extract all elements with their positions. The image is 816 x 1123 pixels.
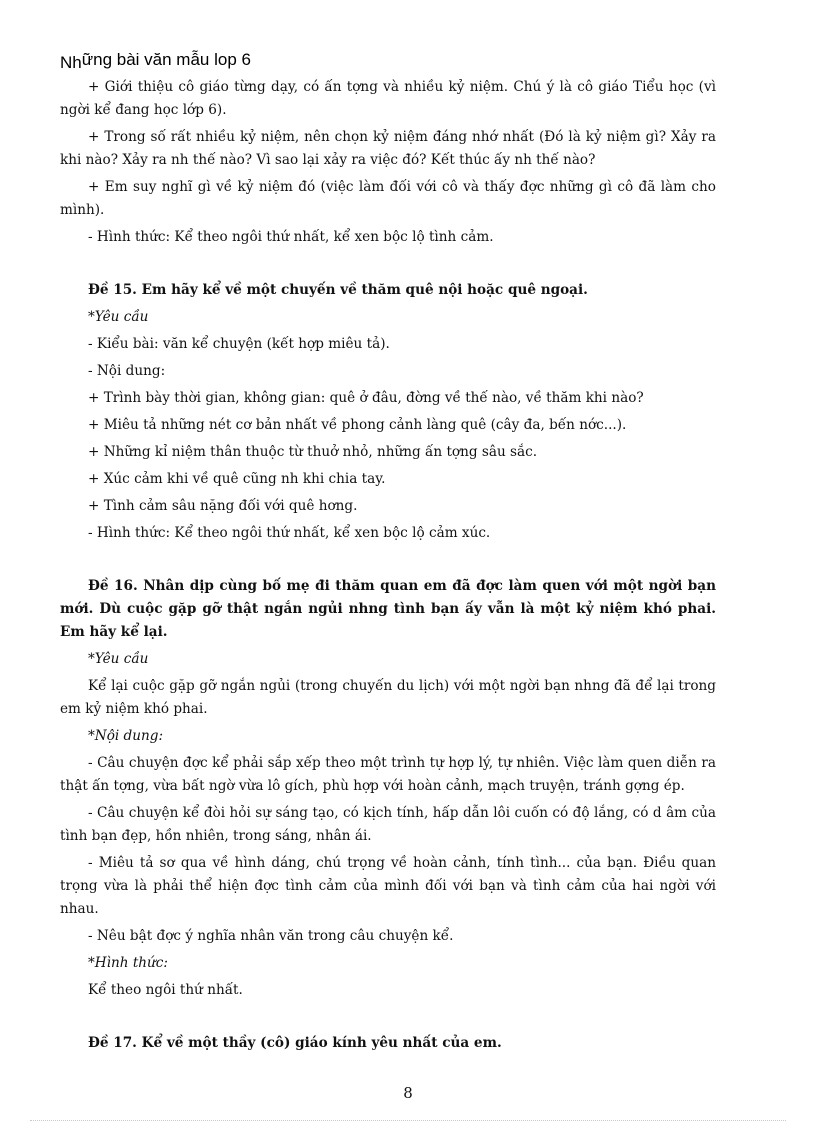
footer-divider — [30, 1120, 786, 1121]
paragraph: - Kiểu bài: văn kể chuyện (kết hợp miêu tả). — [88, 336, 390, 352]
page-number: 8 — [403, 1084, 413, 1102]
paragraph: + Giới thiệu cô giáo từng dạy, có ấn tợng và nhiều kỷ niệm. Chú ý là cô giáo Tiểu học (vì ngời kể đang học lớp 6). — [60, 79, 716, 118]
paragraph: + Miêu tả những nét cơ bản nhất về phong cảnh làng quê (cây đa, bến nớc...). — [88, 417, 627, 433]
page-header — [60, 50, 251, 70]
paragraph: - Nội dung: — [88, 363, 166, 379]
paragraph: - Miêu tả sơ qua về hình dáng, chú trọng về hoàn cảnh, tính tình... của bạn. Điều quan trọng vừa là phải thể hiện đợc tình cảm của mình đối với bạn và tình cảm của hai ngời với nhau. — [60, 855, 716, 917]
document-body — [60, 76, 716, 1059]
section-title: Đề 17. Kể về một thầy (cô) giáo kính yêu nhất của em. — [88, 1035, 502, 1051]
paragraph: - Câu chuyện kể đòi hỏi sự sáng tạo, có kịch tính, hấp dẫn lôi cuốn có độ lắng, có d âm của tình bạn đẹp, hồn nhiên, trong sáng, nhân ái. — [60, 805, 716, 844]
section-gap — [60, 549, 716, 575]
paragraph: - Hình thức: Kể theo ngôi thứ nhất, kể xen bộc lộ tình cảm. — [88, 229, 494, 245]
subheading: *Yêu cầu — [88, 651, 149, 667]
paragraph: + Em suy nghĩ gì về kỷ niệm đó (việc làm đối với cô và thấy đợc những gì cô đã làm cho mình). — [60, 179, 716, 218]
paragraph: - Nêu bật đợc ý nghĩa nhân văn trong câu chuyện kể. — [88, 928, 454, 944]
paragraph: + Trong số rất nhiều kỷ niệm, nên chọn kỷ niệm đáng nhớ nhất (Đó là kỷ niệm gì? Xảy ra khi nào? Xảy ra nh thế nào? Vì sao lại xảy ra việc đó? Kết thúc ấy nh thế nào? — [60, 129, 716, 168]
header-prefix: Nh — [60, 53, 82, 72]
subheading: *Hình thức: — [88, 955, 168, 971]
paragraph: Kể lại cuộc gặp gỡ ngắn ngủi (trong chuyến du lịch) với một ngời bạn nhng đã để lại trong em kỷ niệm khó phai. — [60, 678, 716, 717]
section-title: Đề 16. Nhân dịp cùng bố mẹ đi thăm quan em đã đợc làm quen với một ngời bạn mới. Dù cuộc gặp gỡ thật ngắn ngủi nhng tình bạn ấy vẫn là một kỷ niệm khó phai. Em hãy kể lại. — [60, 578, 716, 640]
paragraph: Kể theo ngôi thứ nhất. — [88, 982, 243, 998]
subheading: *Yêu cầu — [88, 309, 149, 325]
paragraph: + Những kỉ niệm thân thuộc từ thuở nhỏ, những ấn tợng sâu sắc. — [88, 444, 538, 460]
header-title: ững bài văn mẫu lop 6 — [81, 50, 251, 69]
section-title: Đề 15. Em hãy kể về một chuyến về thăm quê nội hoặc quê ngoại. — [88, 282, 588, 298]
section-gap — [60, 253, 716, 279]
paragraph: + Trình bày thời gian, không gian: quê ở đâu, đờng về thế nào, về thăm khi nào? — [88, 390, 644, 406]
paragraph: - Hình thức: Kể theo ngôi thứ nhất, kể xen bộc lộ cảm xúc. — [88, 525, 491, 541]
paragraph: + Tình cảm sâu nặng đối với quê hơng. — [88, 498, 358, 514]
paragraph: + Xúc cảm khi về quê cũng nh khi chia tay. — [88, 471, 386, 487]
paragraph: - Câu chuyện đợc kể phải sắp xếp theo một trình tự hợp lý, tự nhiên. Việc làm quen diễn ra thật ấn tợng, vừa bất ngờ vừa lô gích, phù hợp với hoàn cảnh, mạch truyện, tránh gợng ép. — [60, 755, 716, 794]
subheading: *Nội dung: — [88, 728, 164, 744]
section-gap — [60, 1006, 716, 1032]
